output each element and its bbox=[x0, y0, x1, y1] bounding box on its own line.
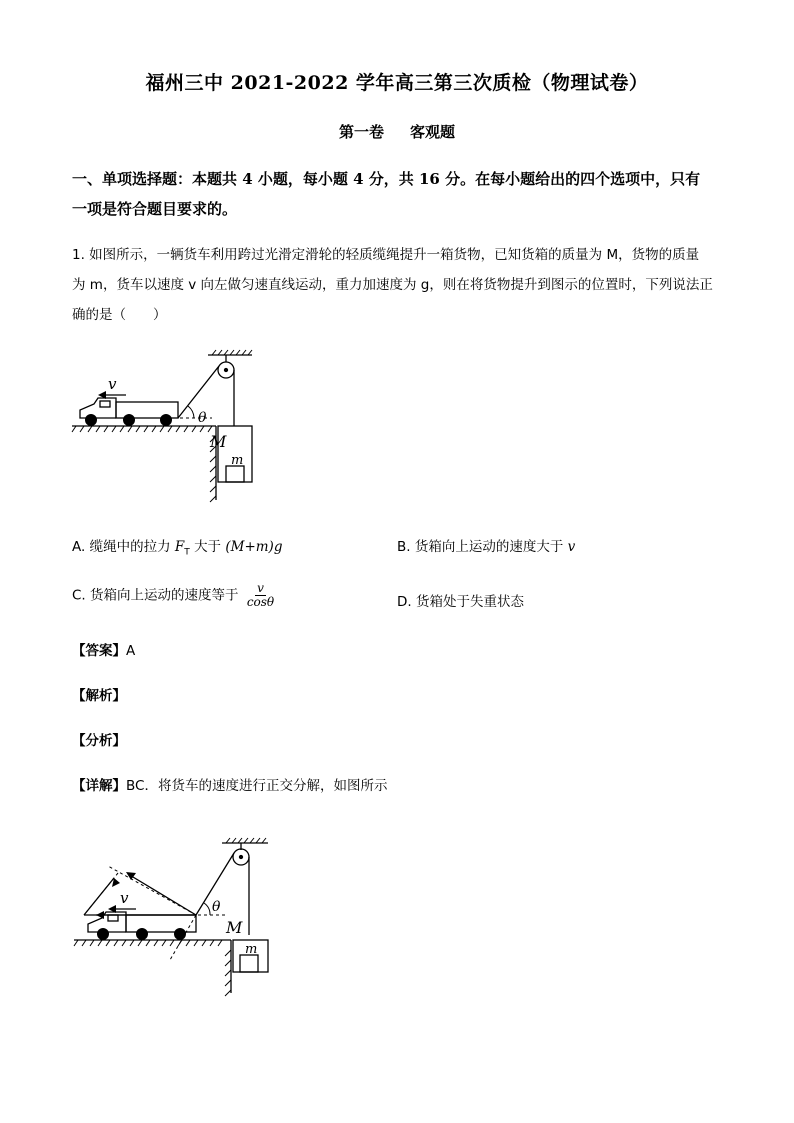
fig1-label-m: m bbox=[231, 453, 244, 468]
option-b: B. 货箱向上运动的速度大于 v bbox=[397, 539, 576, 555]
question-line-3: 确的是（ ） bbox=[72, 307, 167, 323]
section-instructions bbox=[72, 164, 732, 224]
fig1-label-v: v bbox=[108, 375, 117, 393]
section-line-2: 一项是符合题目要求的。 bbox=[72, 200, 238, 218]
fig2-label-theta: θ bbox=[212, 899, 221, 915]
fig2-label-v: v bbox=[120, 889, 129, 907]
fenxi-label: 【分析】 bbox=[72, 733, 126, 749]
fig2-label-m: m bbox=[245, 942, 258, 957]
part-label: 第一卷 bbox=[338, 123, 384, 141]
exam-title: 福州三中 2021-2022 学年高三第三次质检（物理试卷） bbox=[145, 72, 649, 94]
analysis-label: 【解析】 bbox=[72, 688, 126, 704]
part-name: 客观题 bbox=[410, 123, 456, 141]
question-line-2: 为 m，货车以速度 v 向左做匀速直线运动，重力加速度为 g，则在将货物提升到图示的位置时，下列说法正 bbox=[72, 277, 713, 293]
option-d: D. 货箱处于失重状态 bbox=[397, 594, 524, 610]
answer-line: 【答案】A bbox=[72, 643, 136, 659]
section-line-1: 一、单项选择题：本题共 4 小题，每小题 4 分，共 16 分。在每小题给出的四个选项中，只有 bbox=[72, 170, 701, 188]
question-1-stem bbox=[72, 240, 728, 330]
fig1-label-M: M bbox=[210, 432, 227, 451]
detail-line: 【详解】BC．将货车的速度进行正交分解，如图所示 bbox=[72, 778, 388, 794]
question-line-1: 1. 如图所示，一辆货车利用跨过光滑定滑轮的轻质缆绳提升一箱货物，已知货箱的质量为 M，货物的质量 bbox=[72, 247, 700, 263]
fig1-label-theta: θ bbox=[198, 410, 207, 426]
option-c: C. 货箱向上运动的速度等于 $\frac{v}{\cos\theta}$ bbox=[72, 581, 275, 609]
part-heading bbox=[0, 121, 794, 142]
fig2-label-M: M bbox=[226, 918, 243, 937]
option-c-fraction: $\frac{v}{\cos\theta}$ bbox=[246, 581, 275, 609]
option-a: A. 缆绳中的拉力 $F_T$ 大于 (M+m)g bbox=[72, 539, 283, 558]
